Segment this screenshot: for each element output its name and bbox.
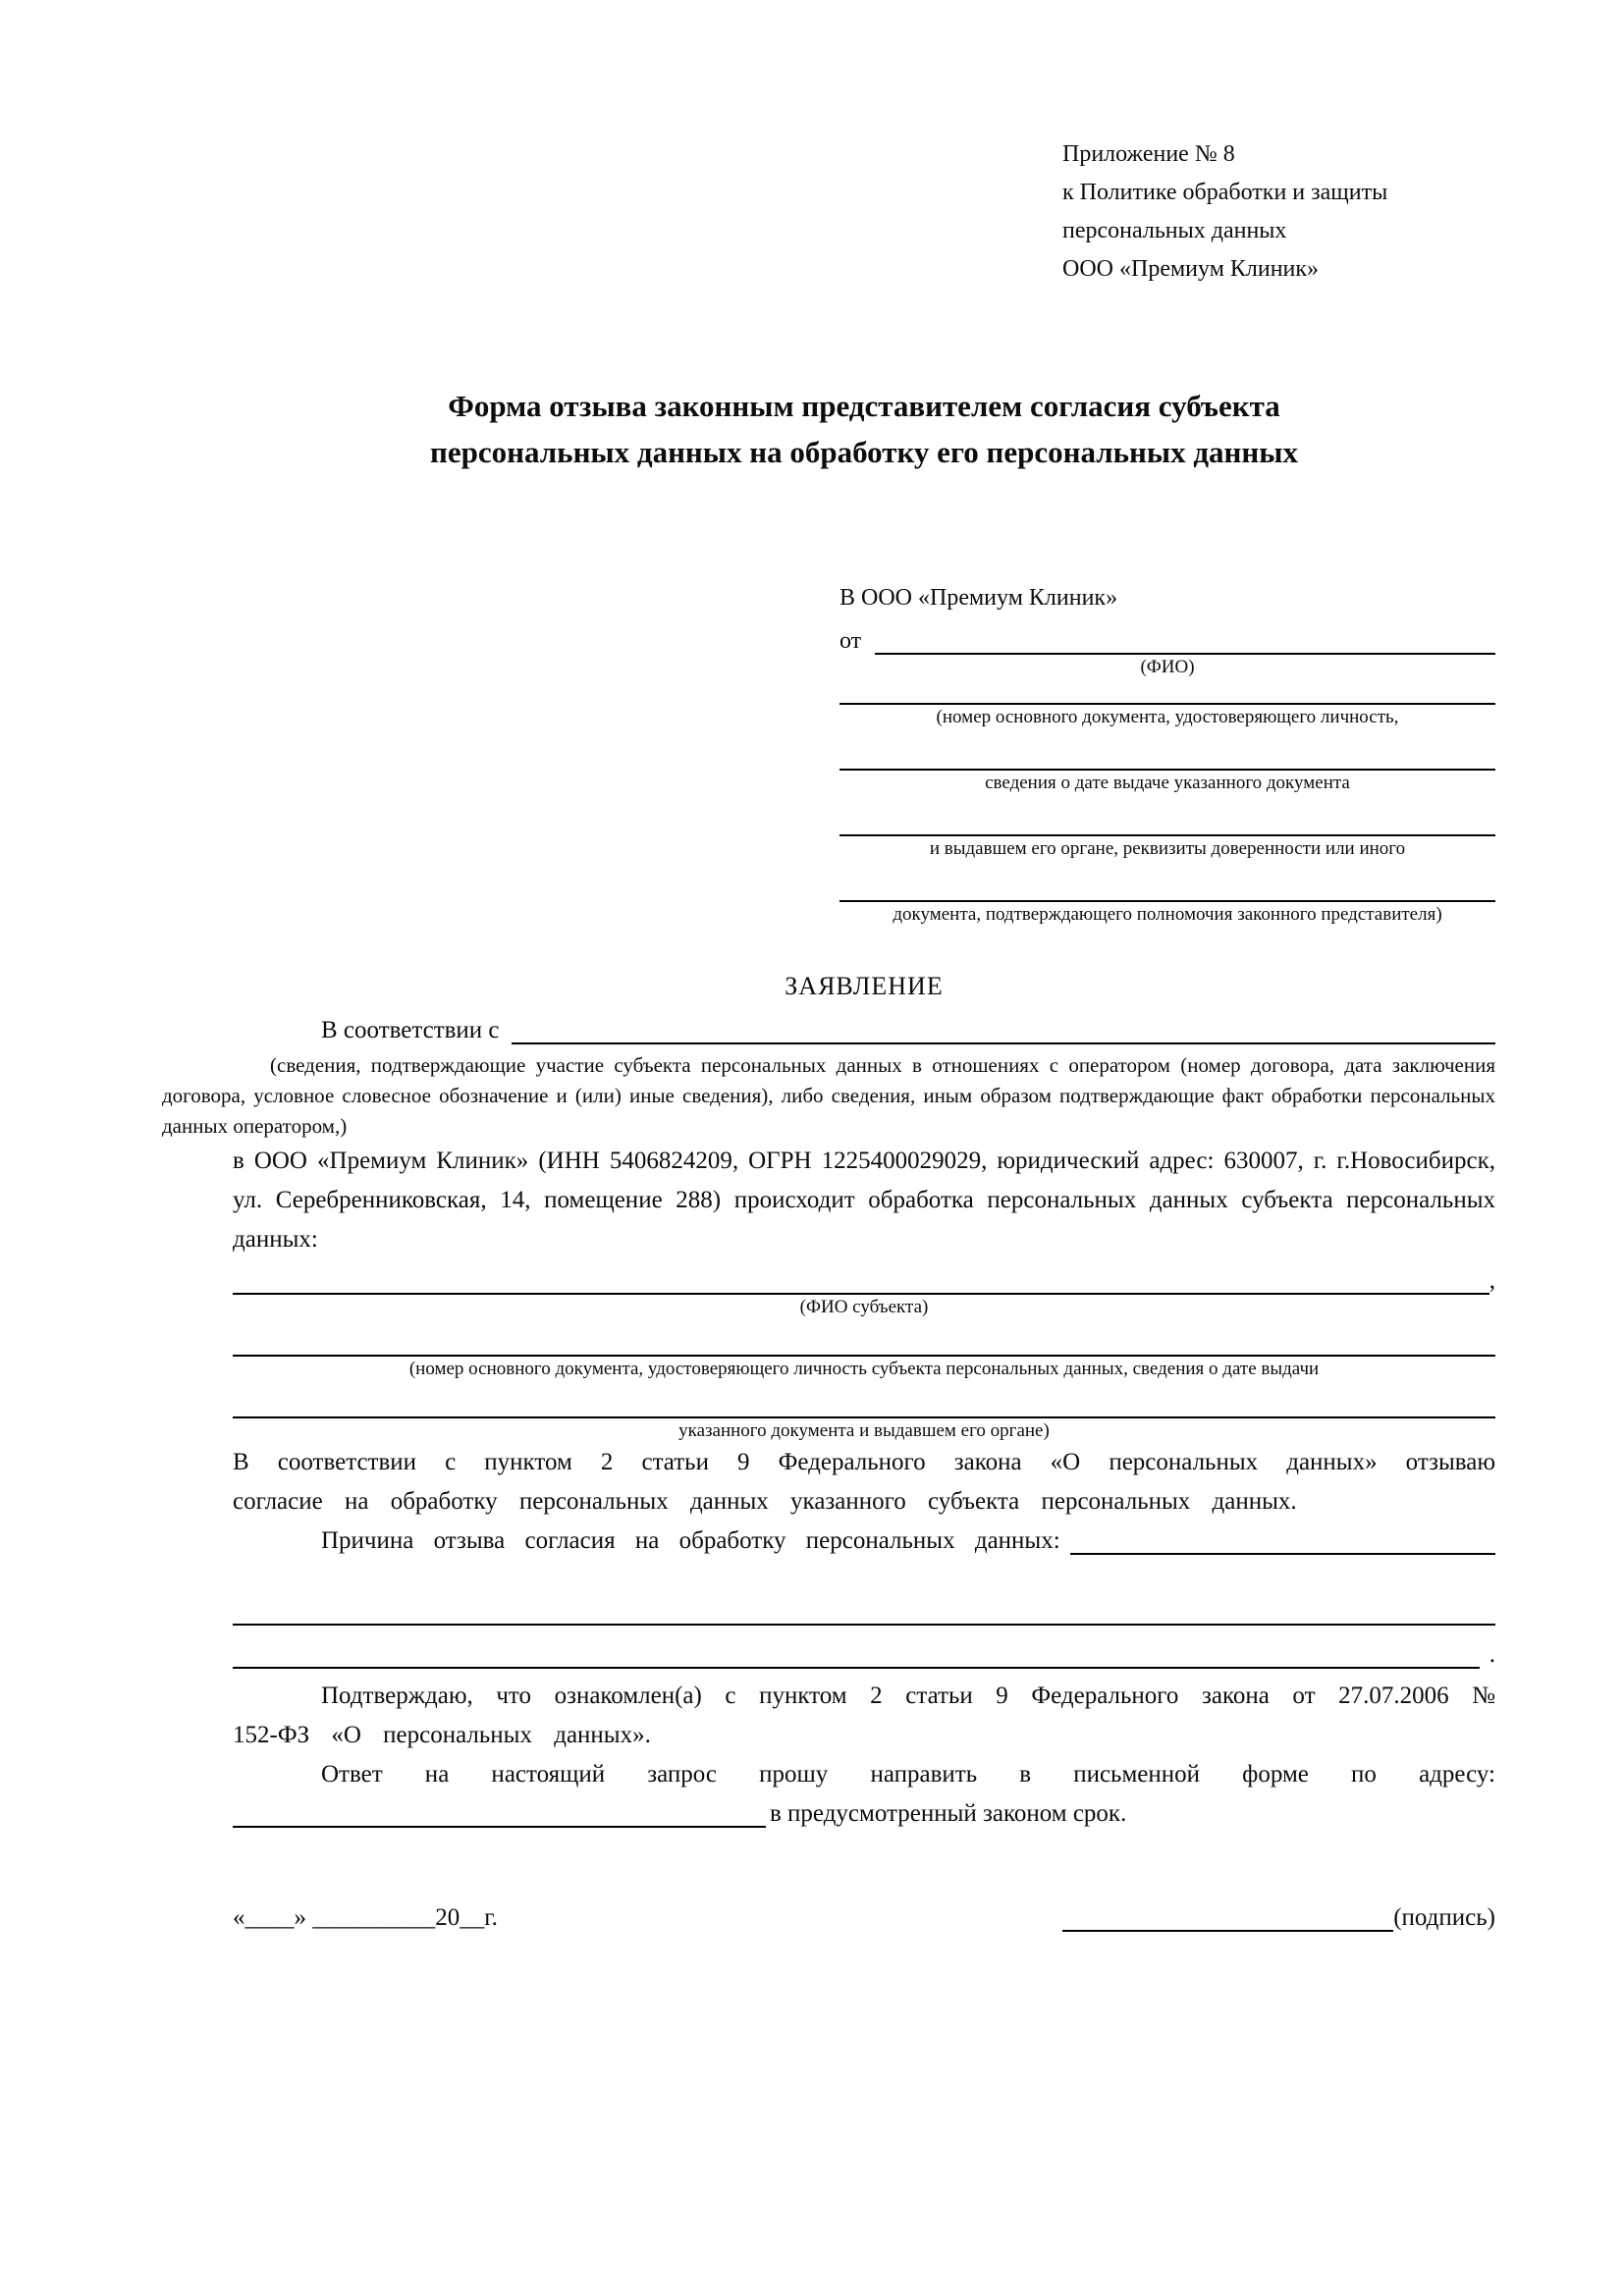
subject-fio-caption: (ФИО субъекта)	[799, 1297, 929, 1317]
doc-authority-blank-line	[839, 861, 1495, 902]
subject-doc-blank-line	[233, 1319, 1495, 1357]
appendix-line: персональных данных	[1062, 218, 1287, 243]
doc-date-blank-line	[839, 729, 1495, 771]
appendix-line: Приложение № 8	[1062, 141, 1235, 167]
signature-field	[1062, 1900, 1495, 1932]
statement-heading: ЗАЯВЛЕНИЕ	[785, 972, 944, 1000]
from-field	[839, 623, 1495, 655]
withdrawal-paragraph: В соответствии с пунктом 2 статьи 9 Федерального закона «О персональных данных» отзываю согласие на обработку персональных данных указанного субъекта персональных данных.	[233, 1449, 1495, 1515]
reason-blank-line	[1070, 1522, 1495, 1555]
subject-fio-comma: ,	[1489, 1267, 1495, 1294]
confirmation-paragraph: Подтверждаю, что ознакомлен(а) с пунктом 2 статьи 9 Федерального закона от 27.07.2006 № 152-ФЗ «О персональных данных».	[233, 1682, 1495, 1748]
reply-address-field	[233, 1794, 1495, 1828]
accordance-field	[233, 1013, 1495, 1044]
accordance-blank-line	[512, 1013, 1495, 1044]
subject-doc-blank-line	[233, 1381, 1495, 1418]
subject-doc-caption: (номер основного документа, удостоверяющего личность субъекта персональных данных, сведения о дате выдачи	[408, 1359, 1320, 1379]
reply-paragraph: Ответ на настоящий запрос прошу направить в письменной форме по адресу:	[321, 1761, 1495, 1788]
doc-caption: документа, подтверждающего полномочия законного представителя)	[893, 904, 1442, 925]
doc-number-blank-line	[839, 679, 1495, 705]
appendix-line: к Политике обработки и защиты	[1062, 180, 1388, 205]
appendix-note	[1062, 0, 1495, 289]
addressee-org: В ООО «Премиум Клиник»	[839, 585, 1118, 611]
fio-blank-line	[875, 623, 1495, 655]
page-title-line: персональных данных на обработку его персональных данных	[430, 435, 1298, 469]
doc-caption: и выдавшем его органе, реквизиты доверенности или иного	[929, 838, 1406, 859]
reason-extra-blank-line-2	[233, 1626, 1480, 1669]
fio-caption: (ФИО)	[1140, 657, 1195, 677]
subject-fio-blank-line	[233, 1259, 1489, 1295]
reason-label: Причина отзыва согласия на обработку персональных данных:	[321, 1527, 1060, 1554]
subject-doc-caption: указанного документа и выдавшем его органе)	[678, 1420, 1050, 1441]
addressee-block	[839, 585, 1495, 927]
accordance-label: В соответствии с	[321, 1017, 500, 1043]
signature-blank-line	[1062, 1900, 1393, 1932]
page-title-line: Форма отзыва законным представителем согласия субъекта	[448, 389, 1280, 423]
reply-address-blank-line	[233, 1794, 766, 1828]
doc-caption: (номер основного документа, удостоверяющего личность,	[936, 707, 1399, 727]
doc-issuer-blank-line	[839, 795, 1495, 836]
signature-caption: (подпись)	[1393, 1904, 1495, 1931]
date-field: «____» __________20__г.	[233, 1904, 498, 1931]
operator-paragraph: в ООО «Премиум Клиник» (ИНН 5406824209, ОГРН 1225400029029, юридический адрес: 630007, г. г.Новосибирск, ул. Серебренниковская, 14, помещение 288) происходит обработка персональных данных субъекта персональных данных:	[233, 1148, 1495, 1253]
reason-extra-blank-line	[233, 1582, 1495, 1626]
reply-suffix: в предусмотренный законом срок.	[770, 1800, 1127, 1827]
blank-line-period: .	[1489, 1641, 1495, 1668]
reason-extra-blank-line	[233, 1626, 1495, 1669]
from-label: от	[839, 628, 862, 654]
reason-field	[233, 1522, 1495, 1555]
subject-fio-field	[233, 1259, 1495, 1295]
page-title	[233, 383, 1495, 475]
doc-caption: сведения о дате выдаче указанного документа	[985, 773, 1350, 793]
footer-row	[233, 1900, 1495, 1932]
appendix-line: ООО «Премиум Клиник»	[1062, 256, 1320, 282]
fine-print-note: (сведения, подтверждающие участие субъекта персональных данных в отношениях с оператором (номер договора, дата заключения договора, условное словесное обозначение и (или) иные сведения), либо сведения, иным образом подтверждающие факт обработки персональных данных оператором,)	[162, 1053, 1495, 1138]
